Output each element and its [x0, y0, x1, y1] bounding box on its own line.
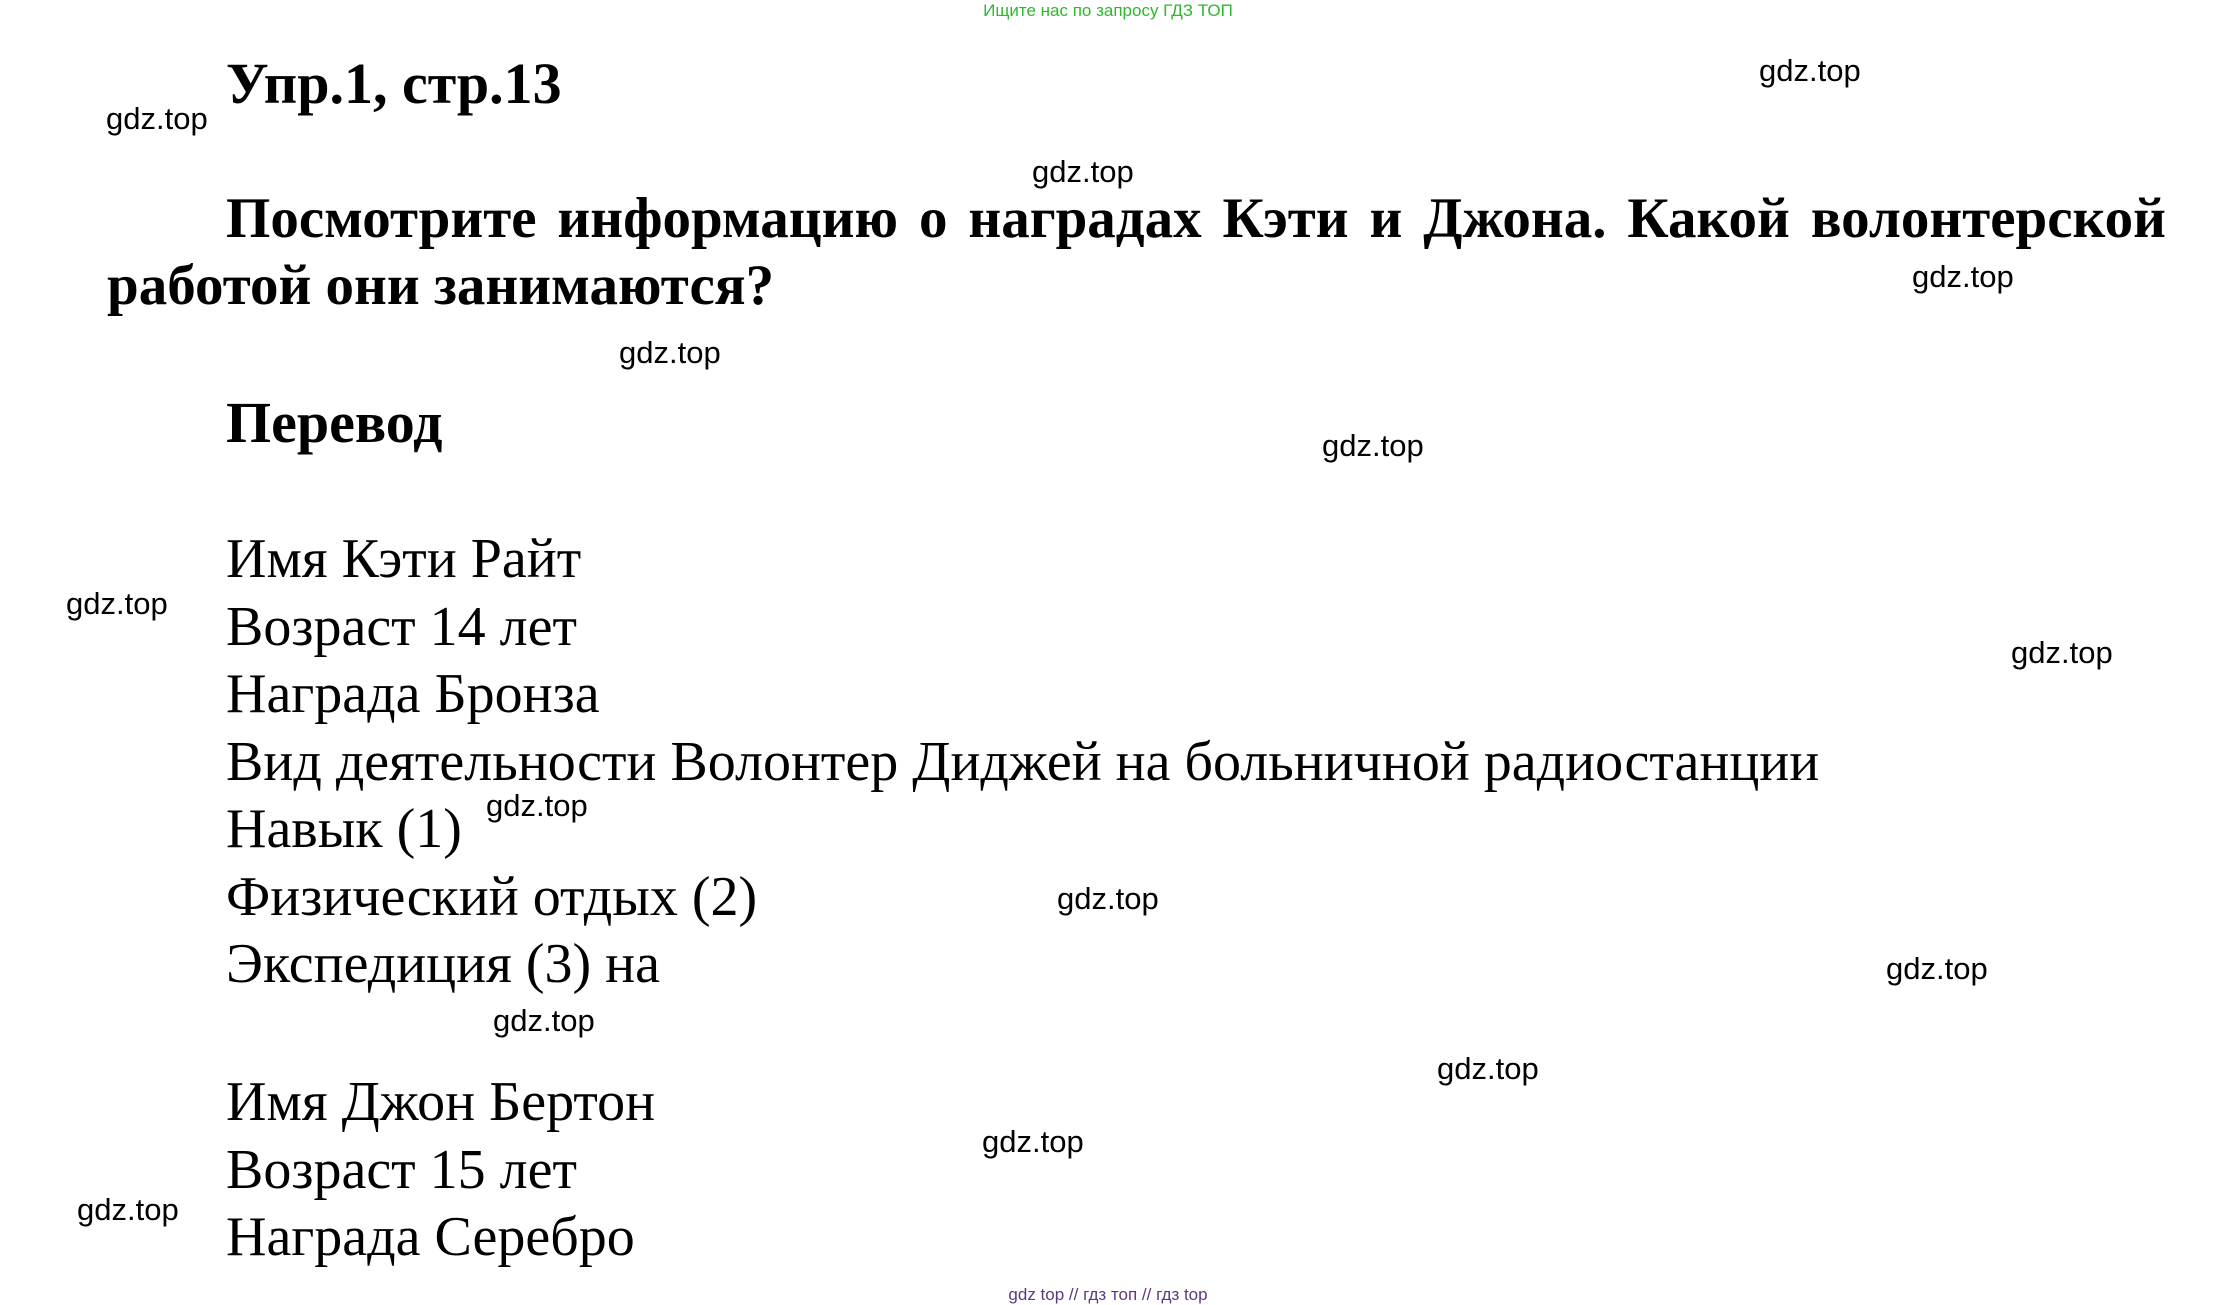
profile-line: Навык (1): [226, 798, 462, 860]
profile-line: Экспедиция (3) на: [226, 933, 660, 995]
exercise-title: Упр.1, стр.13: [226, 51, 562, 116]
watermark: gdz.top: [486, 788, 588, 823]
watermark: gdz.top: [1759, 53, 1861, 88]
watermark: gdz.top: [77, 1192, 179, 1227]
translation-heading: Перевод: [226, 390, 443, 455]
watermark: gdz.top: [1032, 154, 1134, 189]
footer-links: gdz top // гдз топ // гдз top: [1008, 1285, 1208, 1304]
profile-kathy: [226, 526, 1819, 999]
watermark: gdz.top: [1886, 951, 1988, 986]
profile-line: Вид деятельности Волонтер Диджей на больничной радиостанции: [226, 730, 1820, 793]
watermark: gdz.top: [2011, 635, 2113, 670]
profile-line: Награда Серебро: [226, 1206, 635, 1268]
watermark: gdz.top: [1057, 881, 1159, 916]
profile-line: Возраст 15 лет: [226, 1138, 577, 1201]
exercise-question: Посмотрите информацию о наградах Кэти и Джона. Какой волонтерской работой они занимаются?: [107, 187, 2166, 317]
profile-line: Физический отдых (2): [226, 865, 758, 928]
watermark: gdz.top: [106, 101, 208, 136]
watermark: gdz.top: [66, 586, 168, 621]
watermark: gdz.top: [619, 335, 721, 370]
profile-line: Имя Джон Бертон: [226, 1071, 656, 1133]
watermark: gdz.top: [493, 1003, 595, 1038]
watermark: gdz.top: [1322, 428, 1424, 463]
watermark: gdz.top: [1437, 1051, 1539, 1086]
profile-line: Возраст 14 лет: [226, 595, 577, 658]
search-hint-banner: Ищите нас по запросу ГДЗ ТОП: [983, 1, 1233, 20]
watermark: gdz.top: [982, 1124, 1084, 1159]
watermark: gdz.top: [1912, 259, 2014, 294]
profile-line: Имя Кэти Райт: [226, 528, 582, 590]
profile-line: Награда Бронза: [226, 663, 600, 725]
profile-john: [226, 1069, 655, 1272]
